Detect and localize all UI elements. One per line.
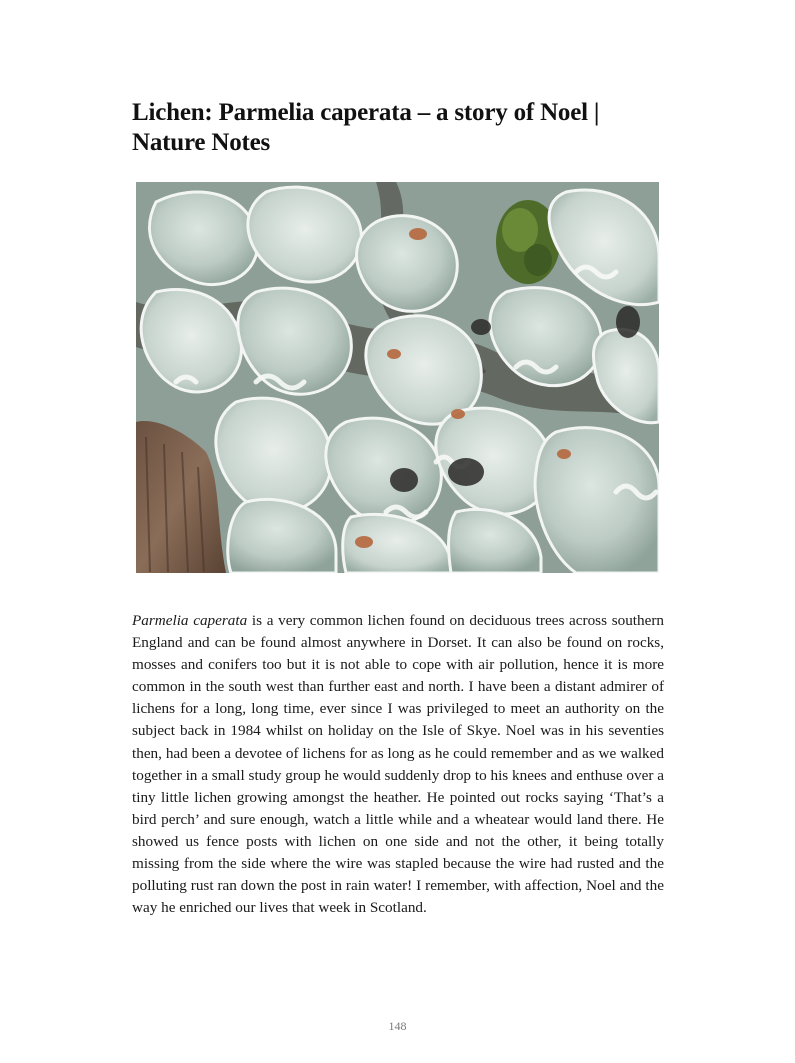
page-title: Lichen: Parmelia caperata – a story of Noel | Nature Notes [132,99,600,156]
page-number: 148 [388,1019,407,1033]
article-body-text: is a very common lichen found on deciduous trees across southern England and can be found almost anywhere in Dorset. It can also be found on rocks, mosses and conifers too but it is not able to cope with air pollution, hence it is more common in the south west than further east and north. I have been a distant admirer of lichens for a long, long time, ever since I was privileged to meet an authority on the subject back in 1984 whilst on holiday on the Isle of Skye. Noel was in his seventies then, had been a devotee of lichens for as long as he could remember and as we walked together in a small study group he would suddenly drop to his knees and enthuse over a tiny little lichen growing amongst the heather. He pointed out rocks saying ‘That’s a bird perch’ and sure enough, watch a little while and a wheatear would land there. He showed us fence posts with lichen on one side and not the other, it being totally missing from the side where the wire was stapled because the wire had rusted and the polluting rust ran down the post in rain water! I remember, with affection, Noel and the way he enriched our lives that week in Scotland. [132,612,664,917]
lichen-photo [136,182,659,573]
species-name: Parmelia caperata [132,612,248,629]
lichen-photo-illustration [136,182,659,573]
article-body [132,610,664,919]
